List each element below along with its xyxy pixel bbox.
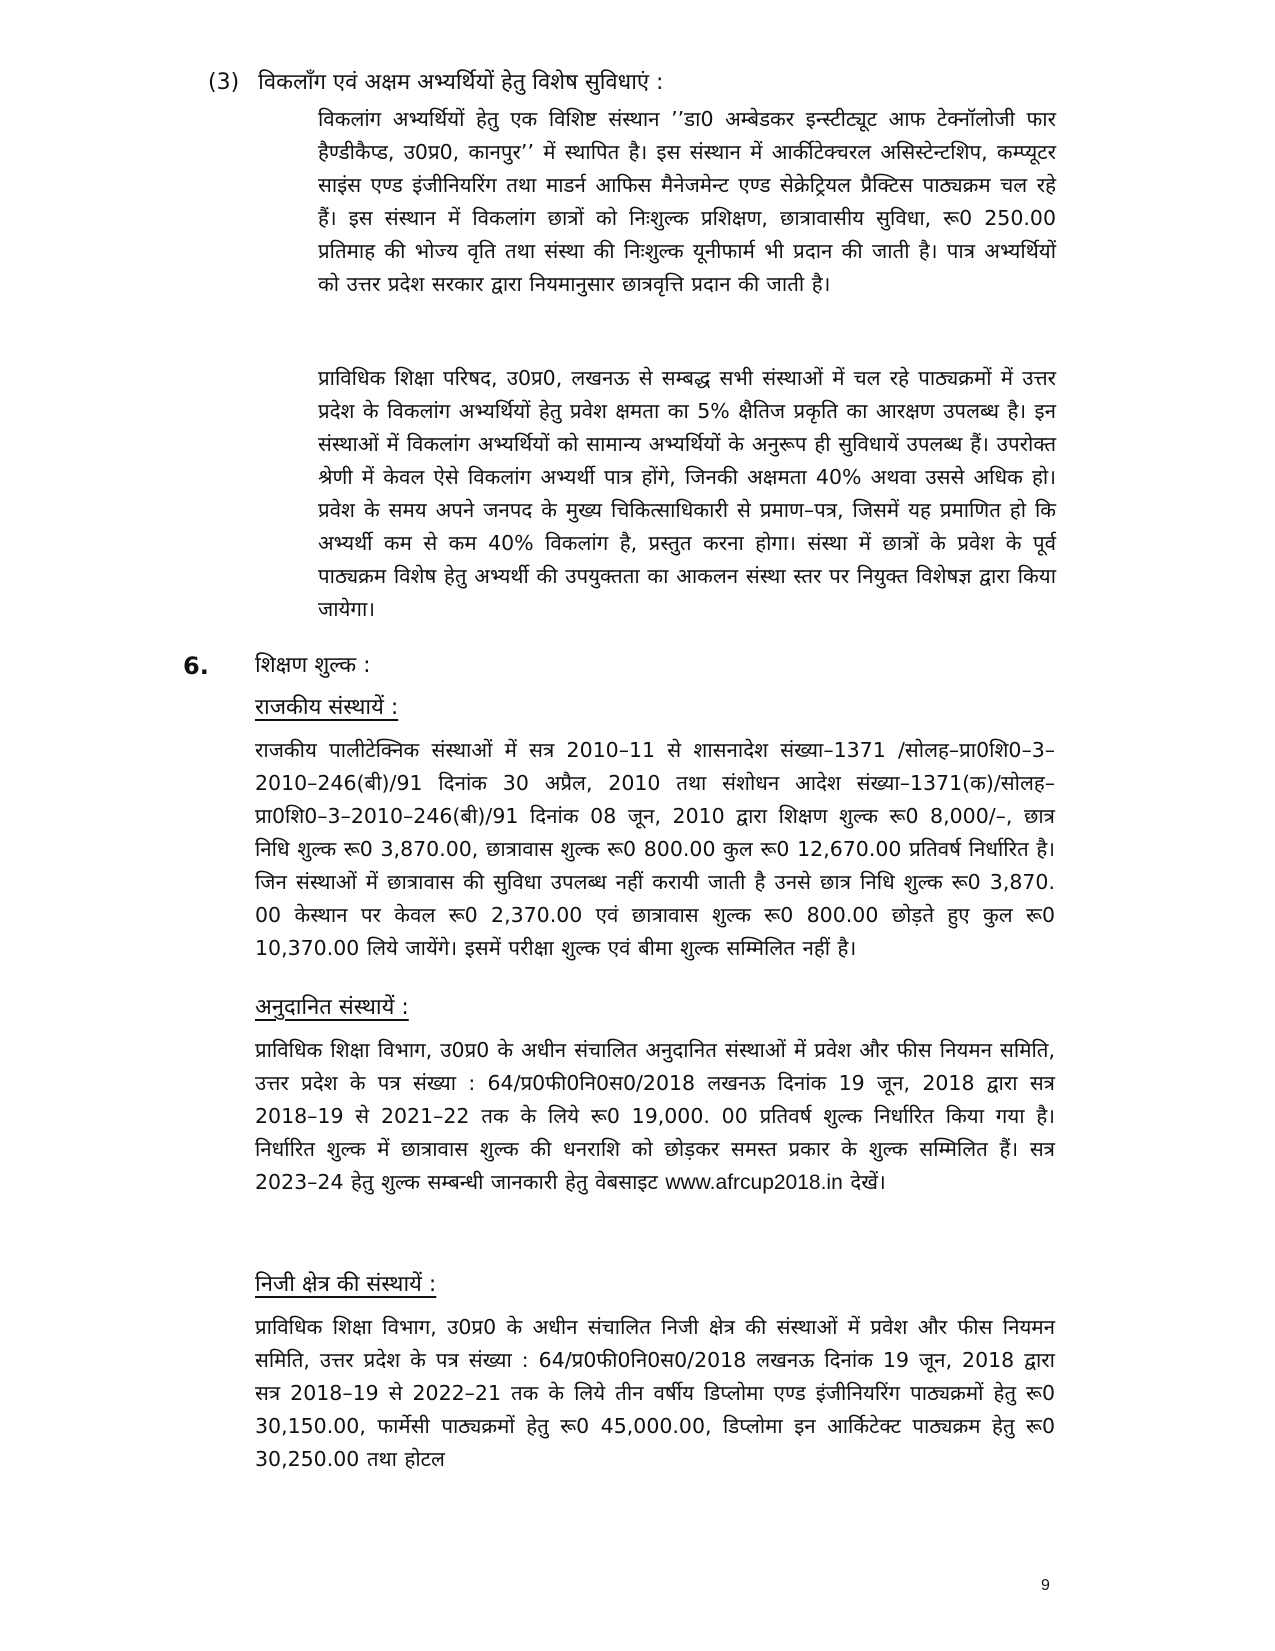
- aided-institutions-body: प्राविधिक शिक्षा विभाग, उ0प्र0 के अधीन संचालित अनुदानित संस्थाओं में प्रवेश और फीस नियमन समिति, उत्तर प्रदेश के पत्र संख्या : 64/प्र0फी0नि0स0/2018 लखनऊ दिनांक 19 जून, 2018 द्वारा सत्र 2018–19 से 2021–22 तक के लिये रू0 19,000. 00 प्रतिवर्ष शुल्क निर्धारित किया गया है। निर्धारित शुल्क में छात्रावास शुल्क की धनराशि को छोड़कर समस्त प्रकार के शुल्क सम्मिलित हैं। सत्र 2023–24 हेतु शुल्क सम्बन्धी जानकारी हेतु वेबसाइट: [255, 1038, 1055, 1194]
- private-institutions-heading: निजी क्षेत्र की संस्थायें :: [255, 1272, 437, 1297]
- aided-institutions-heading: अनुदानित संस्थायें :: [255, 995, 409, 1020]
- section-3-number: (3): [208, 70, 240, 95]
- fee-website-link[interactable]: www.afrcup2018.in: [665, 1171, 843, 1194]
- aided-institutions-end: देखें।: [850, 1170, 886, 1194]
- govt-institutions-heading: राजकीय संस्थायें :: [255, 695, 399, 720]
- govt-institutions-text: राजकीय पालीटेक्निक संस्थाओं में सत्र 2010–11 से शासनादेश संख्या–1371 /सोलह–प्रा0शि0–3–2010–246(बी)/91 दिनांक 30 अप्रैल, 2010 तथा संशोधन आदेश संख्या–1371(क)/सोलह–प्रा0शि0–3–2010–246(बी)/91 दिनांक 08 जून, 2010 द्वारा शिक्षण शुल्क रू0 8,000/–, छात्र निधि शुल्क रू0 3,870.00, छात्रावास शुल्क रू0 800.00 कुल रू0 12,670.00 प्रतिवर्ष निर्धारित है। जिन संस्थाओं में छात्रावास की सुविधा उपलब्ध नहीं करायी जाती है उनसे छात्र निधि शुल्क रू0 3,870. 00 केस्थान पर केवल रू0 2,370.00 एवं छात्रावास शुल्क रू0 800.00 छोड़ते हुए कुल रू0 10,370.00 लिये जायेंगे। इसमें परीक्षा शुल्क एवं बीमा शुल्क सम्मिलित नहीं है।: [255, 738, 1055, 960]
- aided-institutions-text: [255, 1034, 1055, 1199]
- section-3-paragraph-2: प्राविधिक शिक्षा परिषद, उ0प्र0, लखनऊ से सम्बद्ध सभी संस्थाओं में चल रहे पाठ्यक्रमों में उत्तर प्रदेश के विकलांग अभ्यर्थियों हेतु प्रवेश क्षमता का 5% क्षैतिज प्रकृति का आरक्षण उपलब्ध है। इन संस्थाओं में विकलांग अभ्यर्थियों को सामान्य अभ्यर्थियों के अनुरूप ही सुविधायें उपलब्ध हैं। उपरोक्त श्रेणी में केवल ऐसे विकलांग अभ्यर्थी पात्र होंगे, जिनकी अक्षमता 40% अथवा उससे अधिक हो। प्रवेश के समय अपने जनपद के मुख्य चिकित्साधिकारी से प्रमाण–पत्र, जिसमें यह प्रमाणित हो कि अभ्यर्थी कम से कम 40% विकलांग है, प्रस्तुत करना होगा। संस्था में छात्रों के प्रवेश के पूर्व पाठ्यक्रम विशेष हेतु अभ्यर्थी की उपयुक्तता का आकलन संस्था स्तर पर नियुक्त विशेषज्ञ द्वारा किया जायेगा।: [318, 366, 1056, 621]
- page-number: 9: [1041, 1577, 1050, 1594]
- private-institutions-text: प्राविधिक शिक्षा विभाग, उ0प्र0 के अधीन संचालित निजी क्षेत्र की संस्थाओं में प्रवेश और फीस नियमन समिति, उत्तर प्रदेश के पत्र संख्या : 64/प्र0फी0नि0स0/2018 लखनऊ दिनांक 19 जून, 2018 द्वारा सत्र 2018–19 से 2022–21 तक के लिये तीन वर्षीय डिप्लोमा एण्ड इंजीनियरिंग पाठ्यक्रमों हेतु रू0 30,150.00, फार्मेसी पाठ्यक्रमों हेतु रू0 45,000.00, डिप्लोमा इन आर्किटेक्ट पाठ्यक्रम हेतु रू0 30,250.00 तथा होटल: [255, 1315, 1055, 1471]
- section-6-number: 6.: [183, 652, 209, 680]
- section-6-title: शिक्षण शुल्क :: [255, 653, 371, 678]
- section-3-paragraph-1: विकलांग अभ्यर्थियों हेतु एक विशिष्ट संस्थान ’’डा0 अम्बेडकर इन्स्टीट्यूट आफ टेक्नॉलोजी फार हैण्डीकैप्ड, उ0प्र0, कानपुर’’ में स्थापित है। इस संस्थान में आर्कीटेक्चरल असिस्टेन्टशिप, कम्प्यूटर साइंस एण्ड इंजीनियरिंग तथा माडर्न आफिस मैनेजमेन्ट एण्ड सेक्रेट्रियल प्रैक्टिस पाठ्यक्रम चल रहे हैं। इस संस्थान में विकलांग छात्रों को निःशुल्क प्रशिक्षण, छात्रावासीय सुविधा, रू0 250.00 प्रतिमाह की भोज्य वृति तथा संस्था की निःशुल्क यूनीफार्म भी प्रदान की जाती है। पात्र अभ्यर्थियों को उत्तर प्रदेश सरकार द्वारा नियमानुसार छात्रवृत्ति प्रदान की जाती है।: [318, 107, 1056, 296]
- section-3-heading: [208, 68, 663, 98]
- section-3-title: विकलाँग एवं अक्षम अभ्यर्थियों हेतु विशेष सुविधाएं :: [258, 70, 664, 95]
